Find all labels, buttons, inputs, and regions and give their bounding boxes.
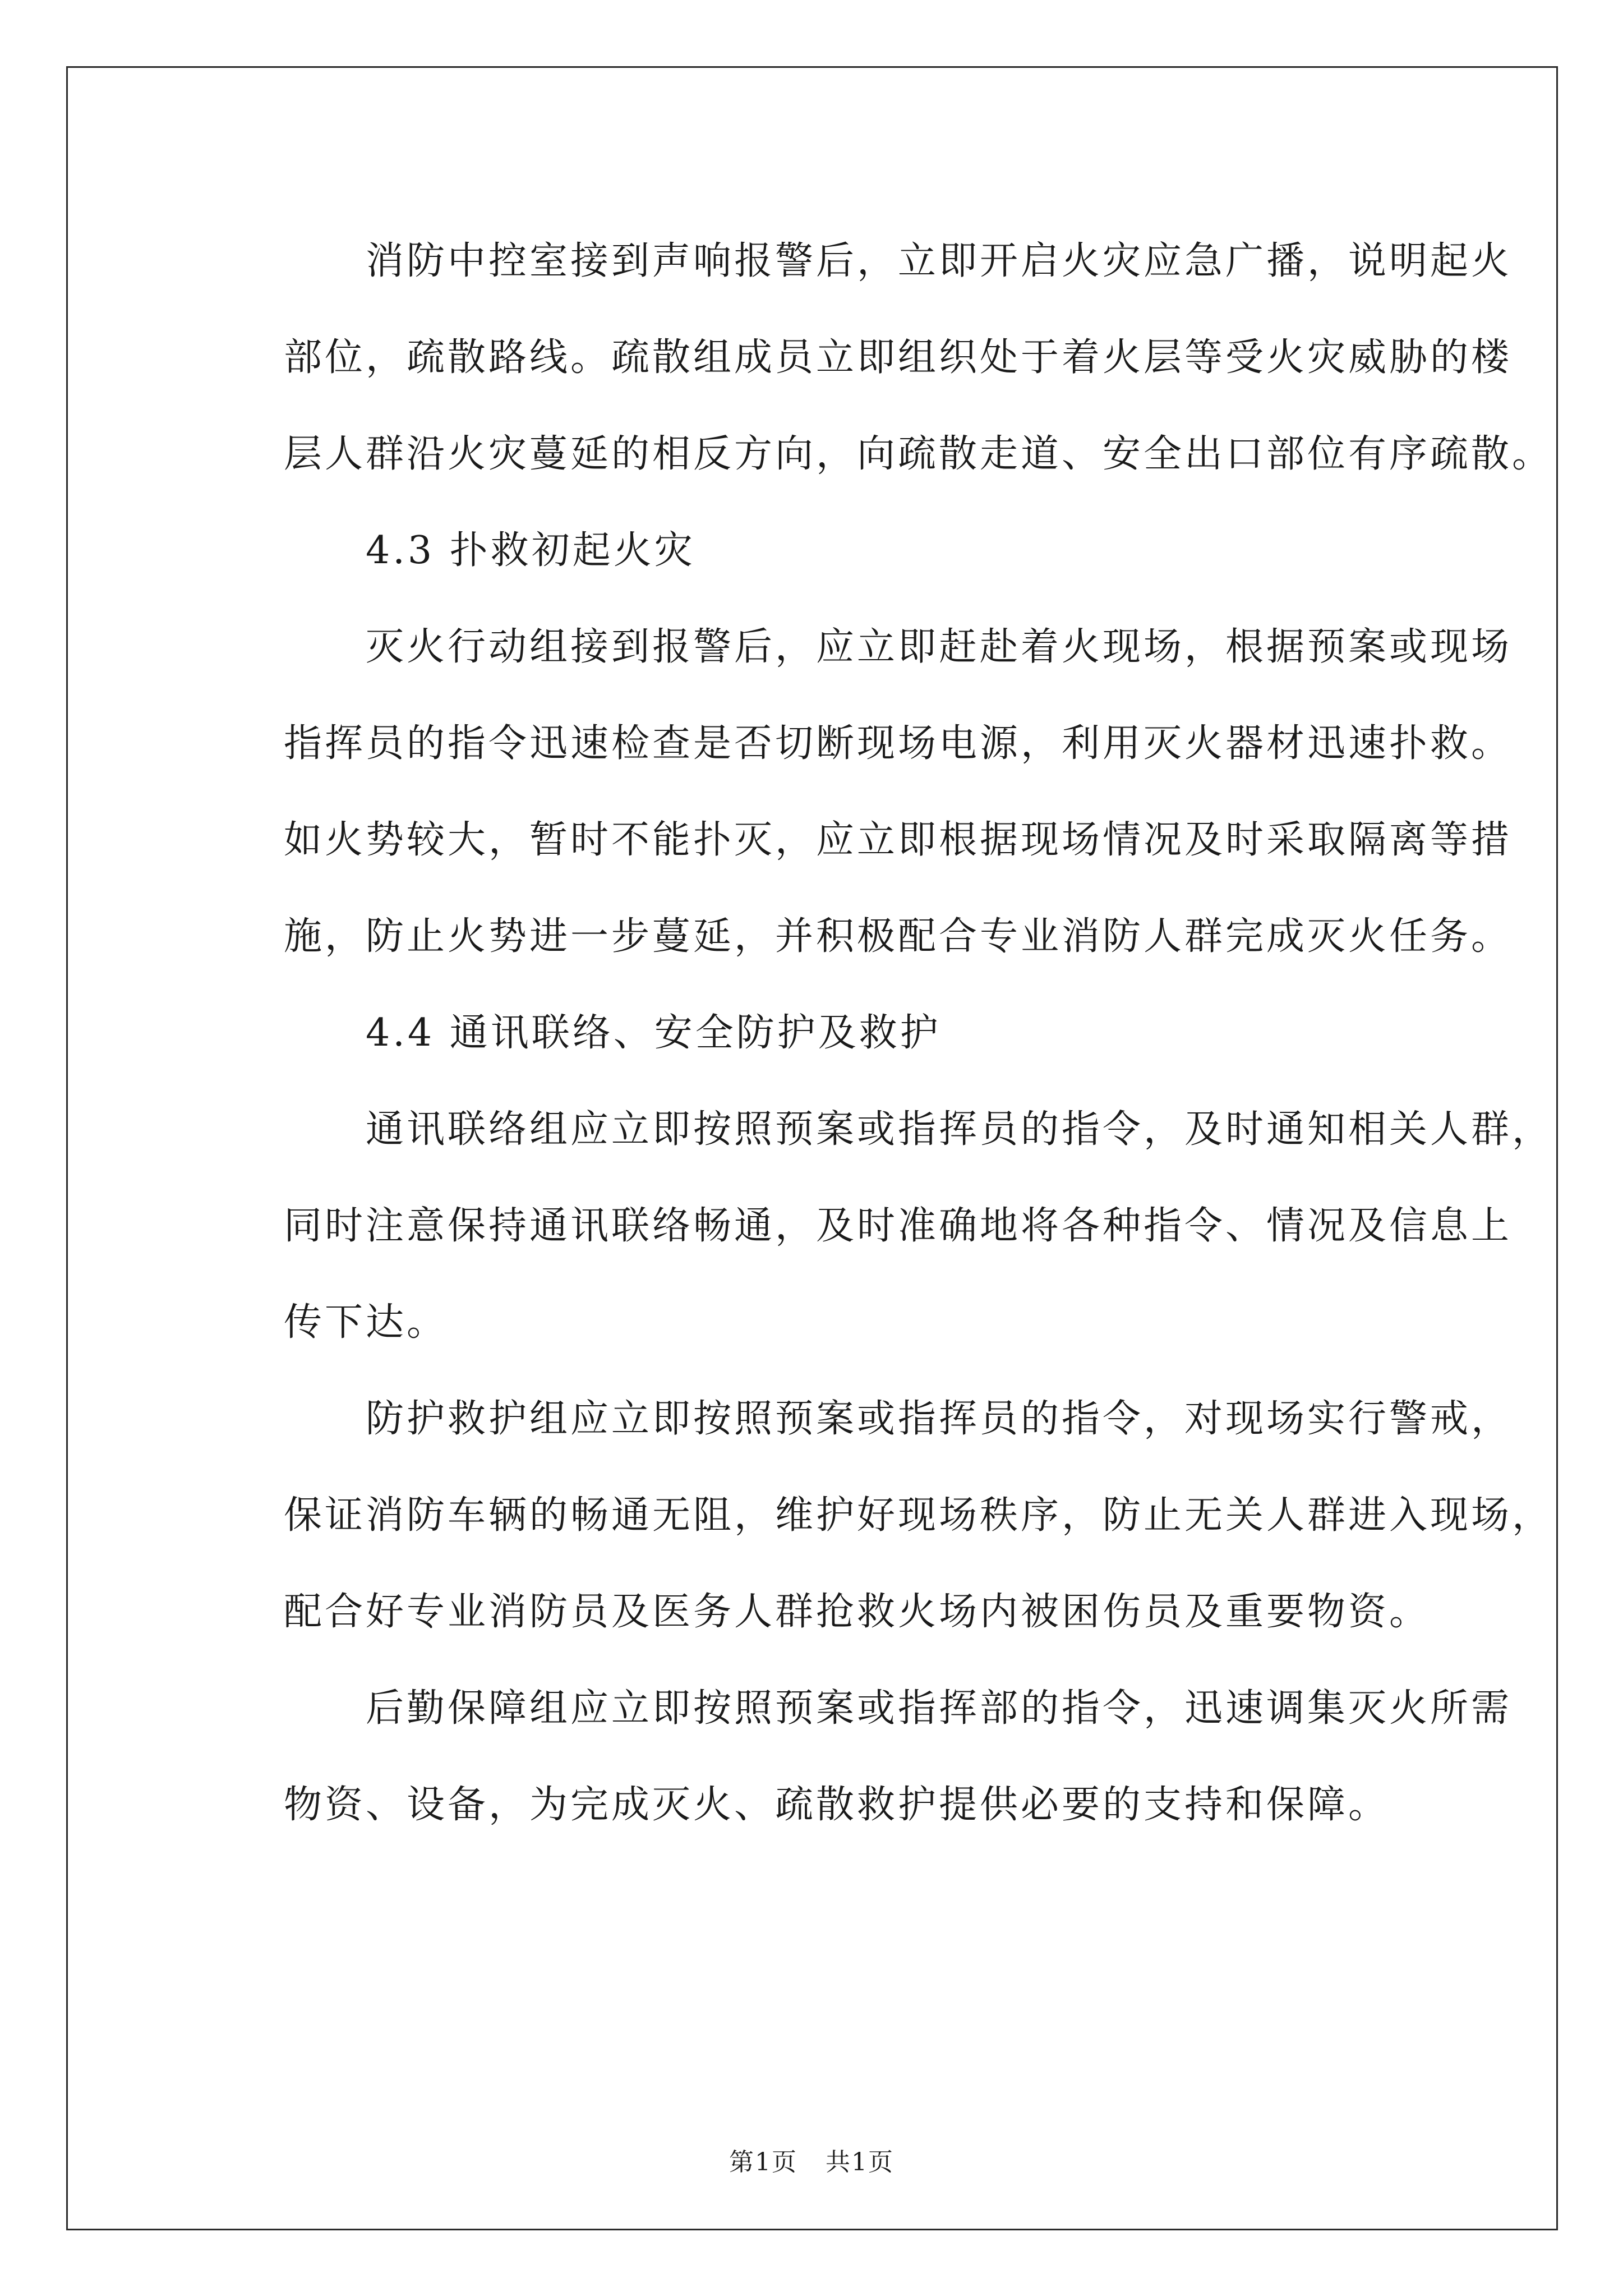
page-number: 第1页 [729, 2148, 797, 2177]
paragraph-logistics [202, 1660, 1513, 1853]
text-line: 防护救护组应立即按照预案或指挥员的指令，对现场实行警戒， [366, 1397, 1513, 1441]
text-line: 配合好专业消防员及医务人群抢救火场内被困伤员及重要物资。 [284, 1590, 1431, 1634]
heading-text: 4.4 通讯联络、安全防护及救护 [366, 1011, 941, 1055]
heading-text: 4.3 扑救初起火灾 [366, 528, 695, 573]
section-heading-4-3 [202, 503, 1436, 599]
text-line: 部位，疏散路线。疏散组成员立即组织处于着火层等受火灾威胁的楼 [284, 335, 1513, 380]
paragraph-firefighting [202, 599, 1513, 985]
section-heading-4-4 [202, 985, 1436, 1082]
text-line: 施，防止火势进一步蔓延，并积极配合专业消防人群完成灭火任务。 [284, 914, 1513, 959]
text-line: 保证消防车辆的畅通无阻，维护好现场秩序，防止无关人群进入现场， [284, 1493, 1553, 1538]
page-total: 共1页 [826, 2148, 894, 2177]
document-body [202, 213, 1553, 1853]
text-line: 灭火行动组接到报警后，应立即赶赴着火现场，根据预案或现场 [366, 625, 1513, 669]
text-line: 消防中控室接到声响报警后，立即开启火灾应急广播，说明起火 [366, 239, 1513, 283]
text-line: 物资、设备，为完成灭火、疏散救护提供必要的支持和保障。 [284, 1783, 1390, 1827]
paragraph-protection [202, 1371, 1553, 1660]
paragraph-communication [202, 1082, 1553, 1371]
page-footer [0, 2142, 1623, 2178]
text-line: 传下达。 [284, 1300, 448, 1345]
text-line: 后勤保障组应立即按照预案或指挥部的指令，迅速调集灭火所需 [366, 1686, 1513, 1731]
text-line: 指挥员的指令迅速检查是否切断现场电源，利用灭火器材迅速扑救。 [284, 721, 1513, 766]
text-line: 同时注意保持通讯联络畅通，及时准确地将各种指令、情况及信息上 [284, 1204, 1513, 1248]
text-line: 通讯联络组应立即按照预案或指挥员的指令，及时通知相关人群， [366, 1107, 1553, 1152]
paragraph-evacuation [202, 213, 1553, 503]
text-line: 层人群沿火灾蔓延的相反方向，向疏散走道、安全出口部位有序疏散。 [284, 432, 1553, 476]
text-line: 如火势较大，暂时不能扑灭，应立即根据现场情况及时采取隔离等措 [284, 818, 1513, 862]
